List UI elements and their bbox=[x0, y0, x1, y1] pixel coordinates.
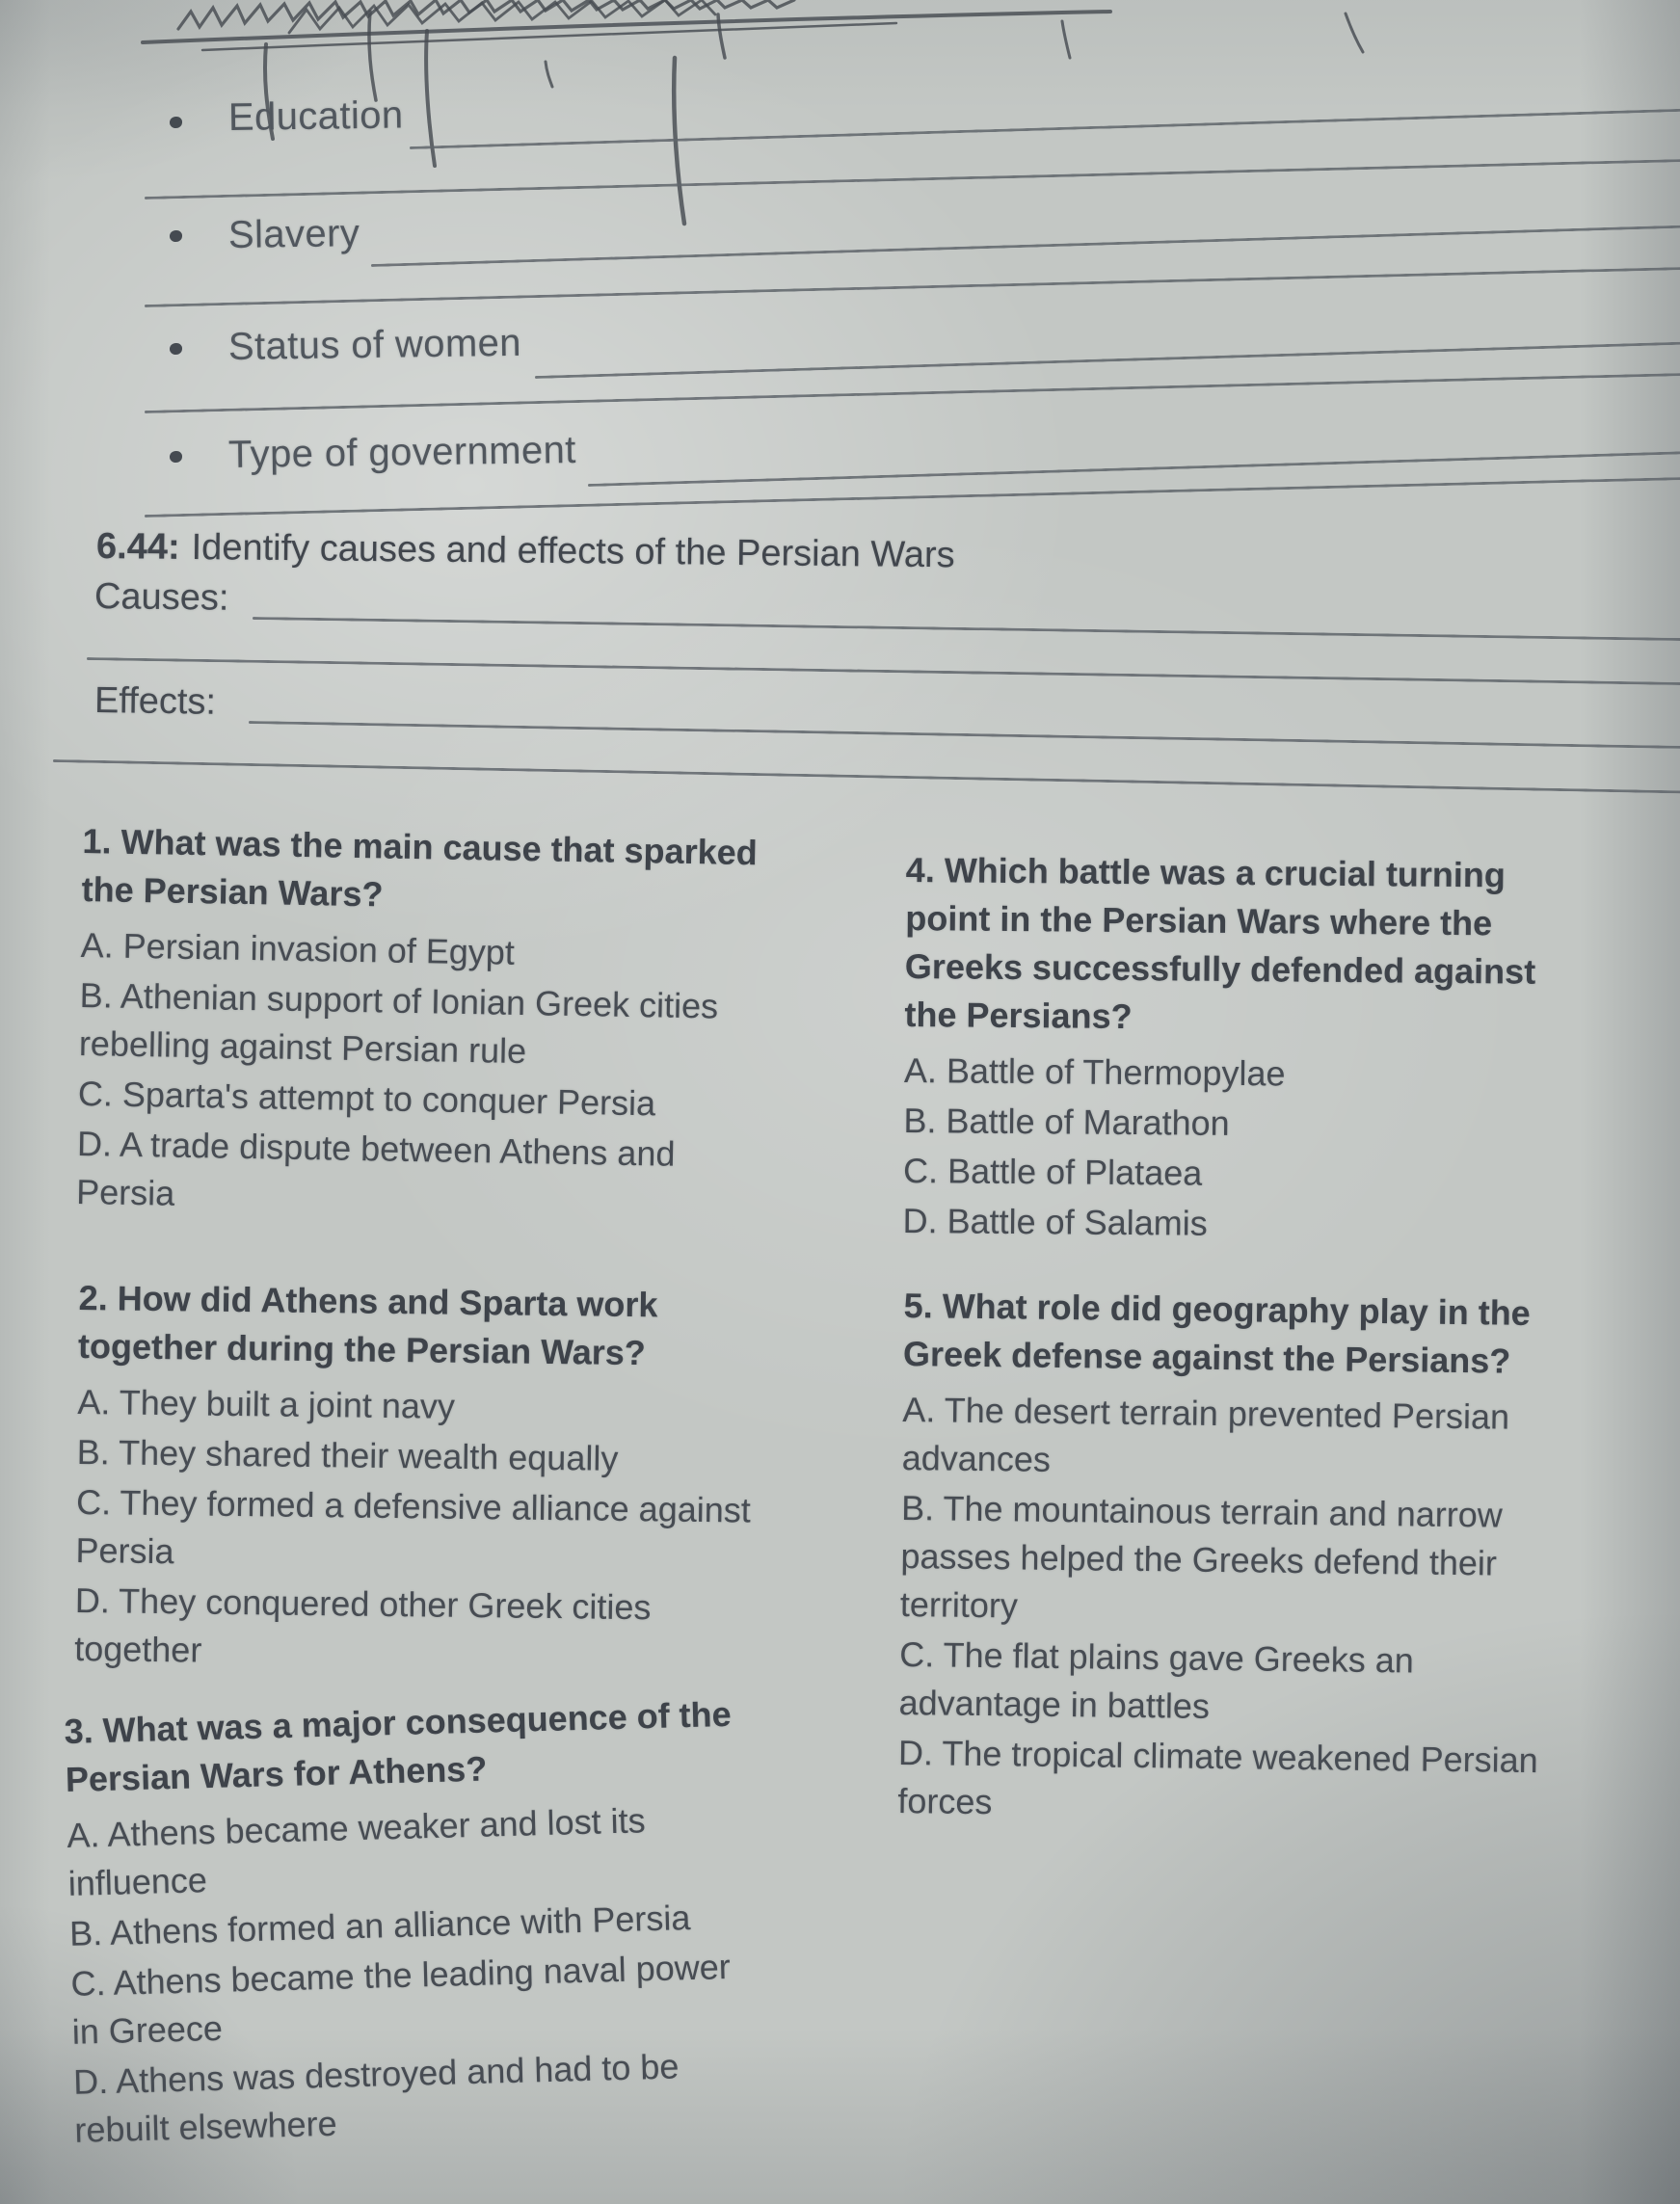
question-stem: 4. Which battle was a crucial turning point in the Persian Wars where the Greeks successfully defended against the Persians? bbox=[904, 849, 1536, 1037]
answer-option: D. A trade dispute between Athens and Persia bbox=[75, 1123, 676, 1213]
bullet-dot bbox=[170, 117, 182, 128]
answer-option: B. The mountainous terrain and narrow passes helped the Greeks defend their territory bbox=[899, 1487, 1504, 1626]
effects-label: Effects: bbox=[93, 680, 217, 723]
blank-fill-line bbox=[535, 341, 1680, 379]
answer-option: C. They formed a defensive alliance against Persia bbox=[75, 1481, 752, 1572]
answer-option: A. Athens became weaker and lost its influence bbox=[66, 1800, 647, 1903]
question-stem: 1. What was the main cause that sparked the Persian Wars? bbox=[81, 820, 759, 915]
note-label-status-of-women: Status of women bbox=[227, 321, 522, 368]
answer-option: A. The desert terrain prevented Persian advances bbox=[901, 1389, 1510, 1479]
answer-option: A. Persian invasion of Egypt bbox=[80, 924, 516, 972]
answer-option: D. They conquered other Greek cities together bbox=[74, 1580, 652, 1670]
answer-option: C. Sparta's attempt to conquer Persia bbox=[77, 1073, 656, 1124]
note-label-education: Education bbox=[227, 93, 404, 139]
answer-option: C. Battle of Plataea bbox=[902, 1150, 1203, 1193]
blank-fill-line bbox=[145, 475, 1680, 518]
answer-option: D. Battle of Salamis bbox=[902, 1200, 1208, 1243]
blank-fill-line bbox=[249, 721, 1680, 750]
question-block-5 bbox=[897, 1282, 1666, 1835]
question-stem: 2. How did Athens and Sparta work together during the Persian Wars? bbox=[77, 1277, 658, 1373]
activity-heading bbox=[96, 526, 955, 576]
answer-option: A. They built a joint navy bbox=[77, 1381, 456, 1426]
answer-option: D. The tropical climate weakened Persian forces bbox=[897, 1732, 1538, 1822]
answer-option: B. They shared their wealth equally bbox=[76, 1431, 619, 1478]
question-block-3 bbox=[64, 1686, 875, 2155]
note-label-type-of-government: Type of government bbox=[227, 428, 577, 476]
blank-fill-line bbox=[53, 759, 1680, 794]
question-block-2 bbox=[74, 1274, 879, 1683]
note-label-slavery: Slavery bbox=[227, 212, 360, 256]
bullet-dot bbox=[170, 230, 182, 242]
question-block-4 bbox=[902, 846, 1667, 1252]
answer-option: B. Battle of Marathon bbox=[903, 1100, 1230, 1143]
answer-option: A. Battle of Thermopylae bbox=[903, 1049, 1286, 1094]
bullet-dot bbox=[170, 343, 182, 355]
question-stem: 3. What was a major consequence of the Persian Wars for Athens? bbox=[64, 1693, 733, 1799]
answer-option: C. Athens became the leading naval power in Greece bbox=[69, 1946, 732, 2052]
answer-option: B. Athens formed an alliance with Persia bbox=[68, 1898, 691, 1953]
answer-option: C. The flat plains gave Greeks an advantage in battles bbox=[898, 1633, 1415, 1726]
causes-label: Causes: bbox=[93, 576, 229, 619]
answer-option: D. Athens was destroyed and had to be rebuilt elsewhere bbox=[72, 2046, 680, 2150]
answer-option: B. Athenian support of Ionian Greek cities rebelling against Persian rule bbox=[78, 974, 719, 1072]
blank-fill-line bbox=[145, 371, 1680, 413]
bullet-dot bbox=[170, 451, 182, 463]
blank-fill-line bbox=[253, 617, 1680, 642]
question-stem: 5. What role did geography play in the Greek defense against the Persians? bbox=[902, 1285, 1531, 1381]
question-block-1 bbox=[76, 817, 883, 1230]
activity-title: Identify causes and effects of the Persian Wars bbox=[191, 527, 955, 576]
activity-code: 6.44: bbox=[95, 526, 180, 568]
blank-fill-line bbox=[87, 657, 1680, 686]
